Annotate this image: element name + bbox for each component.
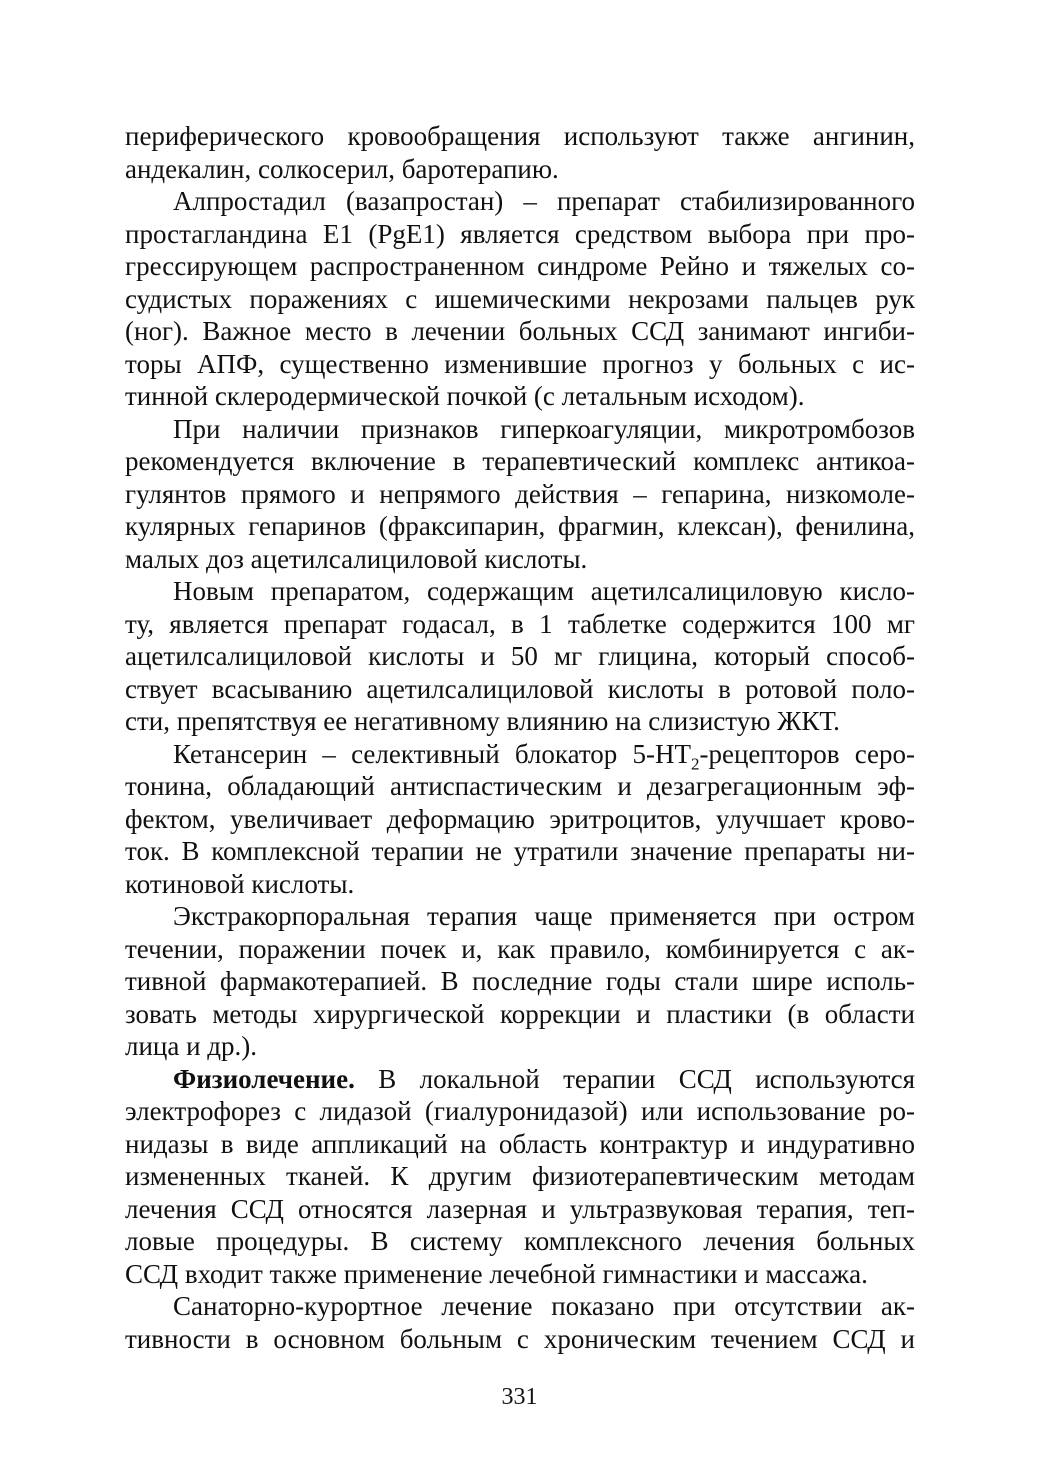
text-line: течении, поражении почек и, как правило, комбинируется с ак- [125,933,915,964]
text-run: Кетансерин – селективный блокатор 5-HT [173,738,691,769]
text-line: андекалин, солкосерил, баротерапию. [125,153,559,184]
text-line: ствует всасыванию ацетилсалициловой кислоты в ротовой поло- [125,673,915,704]
paragraph-6 [125,900,915,1063]
text-line: тинной склеродермической почкой (с летальным исходом). [125,381,805,411]
text-line: простагландина E1 (PgE1) является средством выбора при про- [125,218,915,249]
text-line: лица и др.). [125,1031,258,1061]
paragraph-5 [125,738,915,901]
text-line: ток. В комплексной терапии не утратили значение препараты ни- [125,836,915,866]
paragraph-2 [125,185,915,413]
text-run: В локальной терапии ССД используются [354,1063,915,1094]
text-line: Новым препаратом, содержащим ацетилсалициловую кисло- [173,576,915,606]
text-line: малых доз ацетилсалициловой кислоты. [125,543,588,574]
text-line: котиновой кислоты. [125,868,355,899]
text-line: нидазы в виде аппликаций на область контрактур и индуративно [125,1128,915,1159]
text-line: Санаторно-курортное лечение показано при отсутствии ак- [173,1291,915,1321]
text-line: тивности в основном больным с хроническим течением ССД и [125,1323,915,1354]
subscript: 2 [690,753,700,773]
text-line: фектом, увеличивает деформацию эритроцитов, улучшает крово- [125,803,915,834]
text-line: При наличии признаков гиперкоагуляции, микротромбозов [173,413,915,444]
text-line: ловые процедуры. В систему комплексного лечения больных [125,1226,915,1256]
text-line: ацетилсалициловой кислоты и 50 мг глицина, который способ- [125,641,915,671]
paragraph-7 [125,1063,915,1291]
text-line: торы АПФ, существенно изменившие прогноз у больных с ис- [125,348,915,379]
text-line: зовать методы хирургической коррекции и пластики (в области [125,998,915,1029]
paragraph-4 [125,575,915,738]
text-line: (ног). Важное место в лечении больных ССД занимают ингиби- [125,316,915,346]
text-line: ту, является препарат годасал, в 1 таблетке содержится 100 мг [125,608,915,639]
text-line [125,1063,915,1096]
page-number: 331 [501,1384,538,1410]
text-line: рекомендуется включение в терапевтический комплекс антикоа- [125,446,915,476]
text-run: -рецепторов серо- [699,738,916,769]
paragraph-1 [125,120,915,185]
page-body [125,120,915,1355]
section-heading: Физиолечение. [173,1063,355,1094]
text-line: измененных тканей. К другим физиотерапевтическим методам [125,1161,915,1191]
text-line: кулярных гепаринов (фраксипарин, фрагмин, клексан), фенилина, [125,511,915,541]
text-line: тонина, обладающий антиспастическим и дезагрегационным эф- [125,771,915,801]
text-line: электрофорез с лидазой (гиалуронидазой) или использование ро- [125,1096,915,1126]
text-line: лечения ССД относятся лазерная и ультразвуковая терапия, теп- [125,1193,915,1224]
text-line: тивной фармакотерапией. В последние годы стали шире исполь- [125,966,915,996]
text-line: сти, препятствуя ее негативному влиянию на слизистую ЖКТ. [125,706,840,736]
text-line [125,738,915,771]
text-line: периферического кровообращения используют также ангинин, [125,121,915,151]
paragraph-8 [125,1290,915,1355]
text-line: ССД входит также применение лечебной гимнастики и массажа. [125,1258,868,1289]
text-line: Экстракорпоральная терапия чаще применяется при остром [173,901,915,931]
text-line: Алпростадил (вазапростан) – препарат стабилизированного [173,186,915,216]
text-line: гулянтов прямого и непрямого действия – гепарина, низкомоле- [125,478,915,509]
text-line: грессирующем распространенном синдроме Рейно и тяжелых со- [125,251,915,281]
text-line: судистых поражениях с ишемическими некрозами пальцев рук [125,283,915,314]
paragraph-3 [125,413,915,576]
